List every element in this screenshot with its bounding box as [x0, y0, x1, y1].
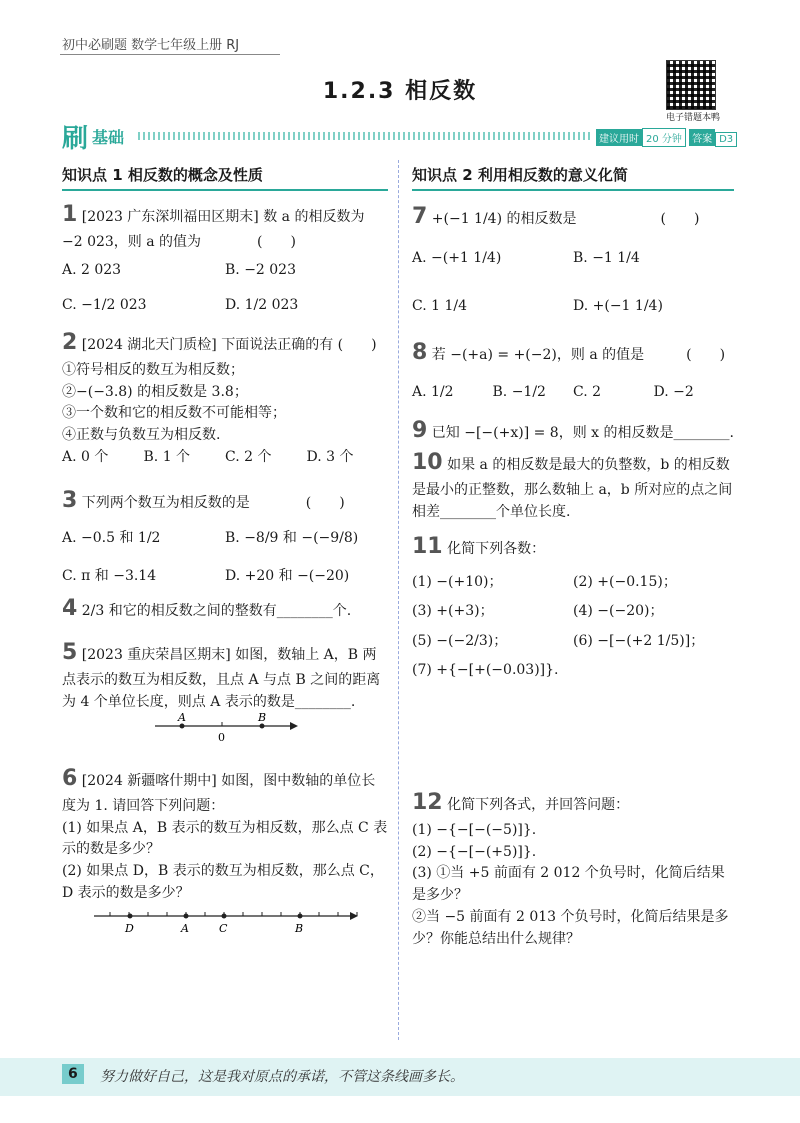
question-text: [2024 湖北天门质检] 下面说法正确的有 ( ): [81, 337, 377, 353]
option-c[interactable]: C. π 和 −3.14: [62, 567, 157, 584]
page-title: 1.2.3 相反数: [322, 79, 478, 104]
sub-item: (3) ①当 +5 前面有 2 012 个负号时，化简后结果是多少？: [412, 865, 725, 904]
question-text: [2023 广东深圳福田区期末] 数 a 的相反数为 −2 023，则 a 的值为 ( ): [62, 209, 365, 251]
option-b[interactable]: B. 1 个: [143, 448, 191, 465]
header-rule: [60, 54, 280, 55]
question-text: +(−1 1/4) 的相反数是 ( ): [431, 211, 700, 227]
option-a[interactable]: A. 1/2: [412, 384, 454, 401]
question-text: 若 −(+a) = +(−2)，则 a 的值是 ( ): [431, 347, 726, 363]
sub-item: (4) −(−20)；: [573, 603, 664, 620]
number-line-q5: [150, 712, 300, 744]
option-d[interactable]: D. −2: [653, 384, 694, 401]
question-number: 4: [62, 596, 78, 621]
point-label-b: B: [295, 922, 304, 935]
question-2: [62, 326, 388, 469]
origin-label: 0: [218, 731, 225, 744]
sub-question-1: (1) 如果点 A，B 表示的数互为相反数，那么点 C 表示的数是多少？: [62, 819, 388, 858]
options: [412, 248, 734, 317]
option-c[interactable]: C. 2 个: [225, 448, 272, 465]
question-text: 化简下列各式，并回答问题：: [447, 797, 630, 813]
statement-item: ②−(−3.8) 的相反数是 3.8；: [62, 383, 248, 400]
question-5: [62, 636, 388, 713]
question-text: 已知 −[−(+x)] = 8，则 x 的相反数是________.: [431, 425, 734, 441]
option-b[interactable]: B. −8/9 和 −(−9/8): [225, 530, 359, 547]
option-c[interactable]: C. −1/2 023: [62, 297, 147, 314]
question-number: 7: [412, 204, 428, 229]
question-7: [412, 200, 734, 317]
sub-item: (1) −(+10)；: [412, 574, 503, 591]
left-column: [62, 164, 388, 191]
question-6: [62, 762, 388, 905]
answer-page: D3: [715, 132, 737, 147]
option-c[interactable]: C. 1 1/4: [412, 297, 468, 314]
option-d[interactable]: D. +20 和 −(−20): [225, 567, 350, 584]
sub-item: (7) +{−[+(−0.03)]}.: [412, 662, 559, 679]
point-label-a: A: [181, 922, 189, 935]
option-b[interactable]: B. −1/2: [492, 384, 546, 401]
point-label-b: B: [258, 712, 267, 724]
question-number: 2: [62, 330, 78, 355]
right-column: [412, 164, 734, 191]
band-logo: 刷: [62, 124, 89, 154]
options: [62, 447, 388, 469]
sub-items: [412, 568, 734, 686]
time-badge: [596, 128, 737, 147]
option-d[interactable]: D. 1/2 023: [225, 297, 299, 314]
question-12: [412, 786, 734, 950]
options: [62, 260, 388, 317]
knowledge-point-1: 知识点 1 相反数的概念及性质: [62, 164, 388, 191]
question-number: 8: [412, 340, 428, 365]
option-d[interactable]: D. +(−1 1/4): [573, 297, 663, 314]
option-a[interactable]: A. 0 个: [62, 448, 109, 465]
sub-question-2: (2) 如果点 D，B 表示的数互为相反数，那么点 C，D 表示的数是多少？: [62, 863, 384, 901]
option-a[interactable]: A. −(+1 1/4): [412, 250, 502, 267]
sub-item: (5) −(−2/3)；: [412, 632, 508, 649]
question-11: [412, 530, 734, 686]
sub-item: (1) −{−[−(−5)]}.: [412, 822, 537, 839]
question-text: 下列两个数互为相反数的是 ( ): [81, 495, 345, 511]
option-b[interactable]: B. −2 023: [225, 261, 296, 278]
question-number: 10: [412, 450, 443, 475]
question-1: [62, 198, 388, 317]
question-10: [412, 446, 734, 523]
option-d[interactable]: D. 3 个: [306, 448, 354, 465]
question-text: 如果 a 的相反数是最大的负整数，b 的相反数是最小的正整数，那么数轴上 a，b 所对应的点之间相差________个单位长度.: [412, 457, 733, 520]
question-text: 2/3 和它的相反数之间的整数有________个.: [81, 603, 352, 619]
options: [62, 528, 388, 587]
question-number: 5: [62, 640, 78, 665]
option-c[interactable]: C. 2: [573, 384, 602, 401]
option-a[interactable]: A. −0.5 和 1/2: [62, 530, 161, 547]
page-number: 6: [62, 1064, 84, 1084]
statement-item: ③一个数和它的相反数不可能相等；: [62, 405, 286, 422]
question-text: 化简下列各数：: [447, 541, 546, 557]
question-number: 3: [62, 488, 78, 513]
band-decoration: [138, 132, 590, 140]
answer-label: 答案: [689, 129, 715, 146]
question-number: 6: [62, 766, 78, 791]
statement-item: ④正数与负数互为相反数.: [62, 427, 221, 444]
question-number: 12: [412, 790, 443, 815]
band-subtitle: 基础: [92, 128, 125, 147]
point-label-a: A: [178, 712, 186, 724]
sub-item: (2) −{−[−(+5)]}.: [412, 843, 537, 860]
sub-item: (2) +(−0.15)；: [573, 574, 677, 591]
point-label-c: C: [219, 922, 228, 935]
question-number: 1: [62, 202, 78, 227]
options: [412, 382, 734, 404]
question-number: 11: [412, 534, 443, 559]
sub-item: (3) +(+3)；: [412, 603, 494, 620]
column-divider: [398, 160, 399, 1040]
question-8: [412, 336, 734, 404]
point-label-d: D: [125, 922, 134, 935]
statement-item: ①符号相反的数互为相反数；: [62, 362, 244, 379]
knowledge-point-2: 知识点 2 利用相反数的意义化简: [412, 164, 734, 191]
option-b[interactable]: B. −1 1/4: [573, 250, 640, 267]
footer-motto: 努力做好自己，这是我对原点的承诺，不管这条线画多长。: [100, 1069, 464, 1085]
qr-caption: 电子错题本鸭: [665, 113, 720, 123]
time-label: 建议用时: [596, 129, 642, 146]
number-line-q6: [92, 906, 362, 938]
question-text: [2024 新疆喀什期中] 如图，图中数轴的单位长度为 1. 请回答下列问题：: [62, 773, 376, 815]
question-9: [412, 414, 734, 448]
sub-item: ②当 −5 前面有 2 013 个负号时，化简后结果是多少？你能总结出什么规律？: [412, 908, 729, 947]
question-4: [62, 592, 388, 626]
qr-code[interactable]: [666, 60, 716, 110]
question-text: [2023 重庆荣昌区期末] 如图，数轴上 A，B 两点表示的数互为相反数，且点 A 与点 B 之间的距离为 4 个单位长度，则点 A 表示的数是________.: [62, 647, 381, 710]
time-value: 20 分钟: [642, 128, 686, 147]
question-3: [62, 484, 388, 587]
series-header: 初中必刷题 数学七年级上册 RJ: [62, 38, 240, 53]
option-a[interactable]: A. 2 023: [62, 261, 122, 278]
question-number: 9: [412, 418, 428, 443]
sub-item: (6) −[−(+2 1/5)]；: [573, 632, 705, 649]
